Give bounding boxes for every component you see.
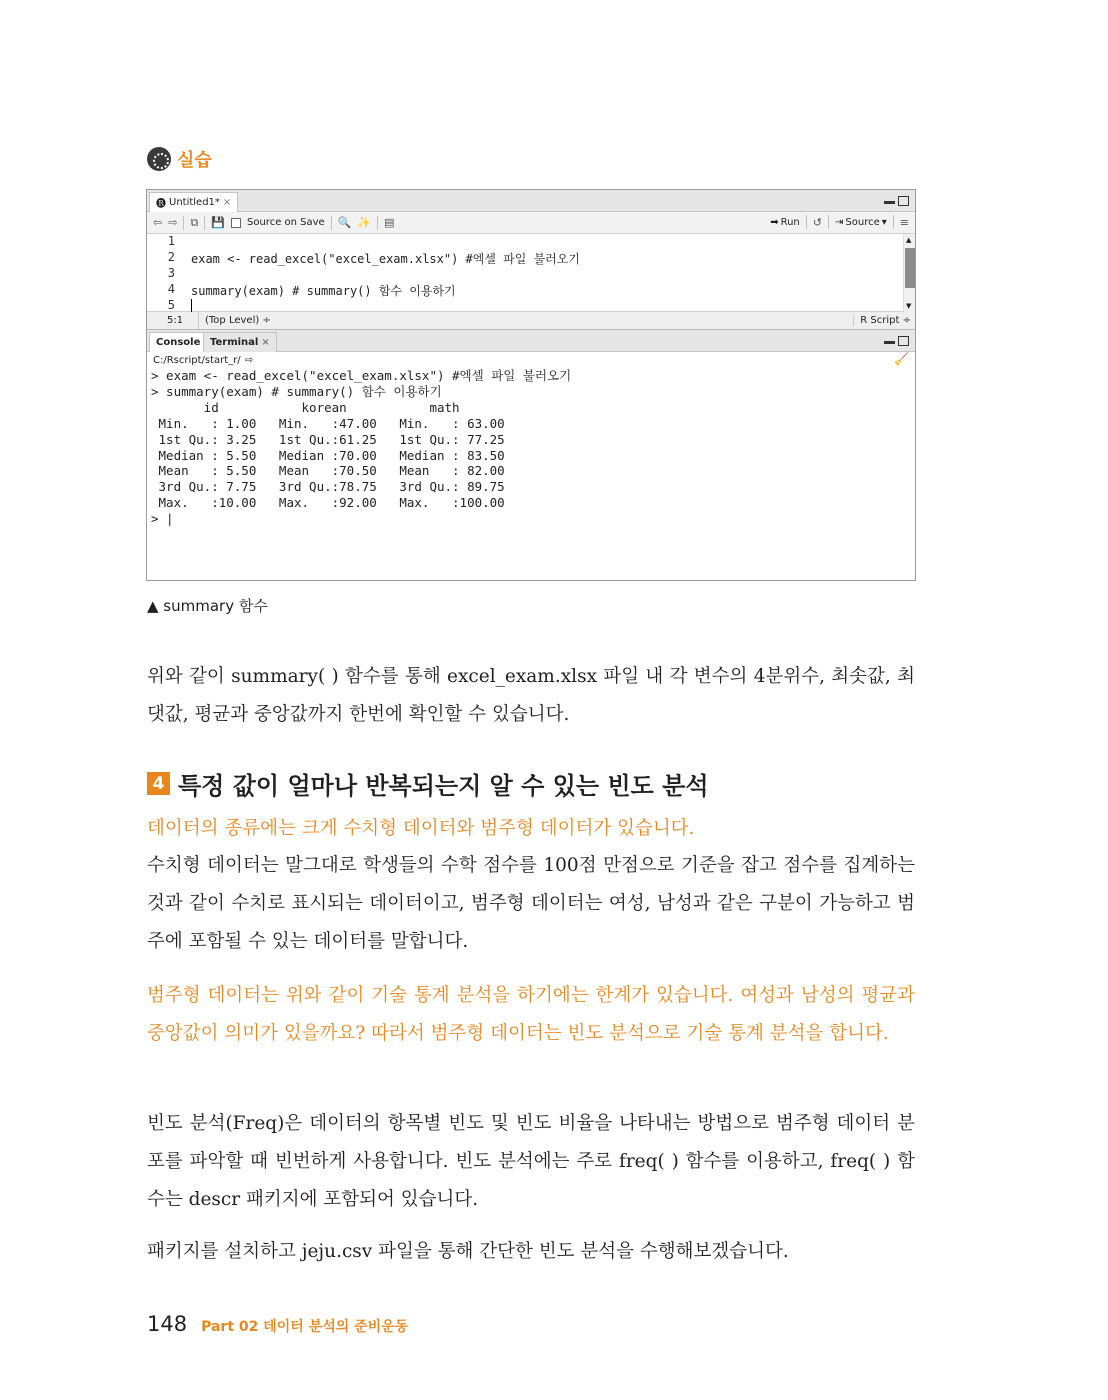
run-button[interactable] xyxy=(770,217,800,228)
paragraph-summary: 위와 같이 summary( ) 함수를 통해 excel_exam.xlsx 파일 내 각 변수의 4분위수, 최솟값, 최댓값, 평균과 중앙값까지 한번에 확인할 수 있습니다. xyxy=(147,666,915,725)
paragraph-freq: 빈도 분석(Freq)은 데이터의 항목별 빈도 및 빈도 비율을 나타내는 방법으로 범주형 데이터 분포를 파악할 때 빈번하게 사용합니다. 빈도 분석에는 주로 freq( ) 함수를 이용하고, freq( ) 함수는 descr 패키지에 포함되어 있습니다. xyxy=(147,1113,915,1210)
toolbar-divider xyxy=(828,215,829,229)
paragraph-numeric-categorical: 수치형 데이터는 말그대로 학생들의 수학 점수를 100점 만점으로 기준을 잡고 점수를 집계하는 것과 같이 수치로 표시되는 데이터이고, 범주형 데이터는 여성, 남성과 같은 구분이 가능하고 범주에 포함될 수 있는 데이터를 말합니다. xyxy=(147,855,915,952)
console-line: 1st Qu.: 3.25 1st Qu.:61.25 1st Qu.: 77.25 xyxy=(151,431,520,447)
editor-scrollbar[interactable] xyxy=(903,234,915,312)
text-cursor xyxy=(191,299,192,312)
minimize-icon[interactable] xyxy=(884,336,895,344)
rerun-icon[interactable]: ↺ xyxy=(812,215,822,229)
cursor-position: 5:1 xyxy=(147,312,199,329)
scope-level-select[interactable]: (Top Level) ÷ xyxy=(205,315,271,326)
terminal-tab-label: Terminal xyxy=(210,337,259,348)
search-icon[interactable]: 🔍 xyxy=(337,216,352,229)
rstudio-window xyxy=(146,189,916,581)
section-heading xyxy=(147,766,709,801)
editor-line xyxy=(147,250,580,266)
practice-label: 실습 xyxy=(177,150,212,171)
source-on-save-checkbox[interactable] xyxy=(231,218,241,228)
line-code xyxy=(177,266,191,282)
back-arrow-icon[interactable]: ⇦ xyxy=(153,216,163,229)
file-type-select[interactable]: R Script ÷ xyxy=(853,315,911,326)
section-title: 특정 값이 얼마나 반복되는지 알 수 있는 빈도 분석 xyxy=(178,772,709,800)
console-window-controls xyxy=(884,336,909,346)
line-code xyxy=(177,234,191,250)
part-title: Part 02 데이터 분석의 준비운동 xyxy=(201,1319,409,1335)
forward-arrow-icon[interactable]: ⇨ xyxy=(168,216,178,229)
tab-console[interactable] xyxy=(149,332,207,352)
source-button[interactable] xyxy=(835,217,887,228)
r-file-icon: 🅡 xyxy=(156,199,166,210)
source-arrow-icon: ⇥ xyxy=(835,216,844,228)
toolbar-divider xyxy=(806,215,807,229)
close-icon[interactable]: × xyxy=(222,197,232,208)
chevron-down-icon: ▾ xyxy=(881,216,887,228)
tab-terminal[interactable] xyxy=(203,332,277,352)
compile-report-icon[interactable]: ▤ xyxy=(384,216,395,229)
console-line: > summary(exam) # summary() 함수 이용하기 xyxy=(151,383,442,399)
save-icon[interactable]: 💾 xyxy=(211,216,225,229)
minimize-icon[interactable] xyxy=(884,196,895,204)
scroll-up-icon[interactable]: ▲ xyxy=(906,236,912,244)
source-label: Source xyxy=(845,216,880,228)
line-number: 4 xyxy=(167,282,175,296)
page-number: 148 xyxy=(147,1312,188,1336)
console-line: Median : 5.50 Median :70.00 Median : 83.50 xyxy=(151,447,520,463)
practice-header xyxy=(147,146,212,172)
editor-toolbar xyxy=(147,212,915,234)
console-path-bar xyxy=(147,352,915,368)
console-line: Max. :10.00 Max. :92.00 Max. :100.00 xyxy=(151,495,520,511)
line-number: 2 xyxy=(167,250,175,264)
line-number: 1 xyxy=(167,234,175,248)
section-number: 4 xyxy=(147,772,170,795)
editor-statusbar xyxy=(147,312,915,330)
console-line: Mean : 5.50 Mean :70.50 Mean : 82.00 xyxy=(151,463,520,479)
figure-caption: ▲ summary 함수 xyxy=(147,597,268,615)
line-code: summary(exam) # summary() 함수 이용하기 xyxy=(191,284,456,298)
paragraph-categorical-limit: 범주형 데이터는 위와 같이 기술 통계 분석을 하기에는 한계가 있습니다. 여성과 남성의 평균과 중앙값이 의미가 있을까요? 따라서 범주형 데이터는 빈도 분석으로 기술 통계 분석을 합니다. xyxy=(147,985,915,1044)
goto-directory-icon[interactable]: ⇨ xyxy=(244,354,254,366)
scroll-thumb[interactable] xyxy=(905,248,915,288)
paragraph-install: 패키지를 설치하고 jeju.csv 파일을 통해 간단한 빈도 분석을 수행해보겠습니다. xyxy=(147,1241,789,1262)
editor-line xyxy=(147,234,191,250)
magic-wand-icon[interactable]: ✨ xyxy=(357,216,372,229)
editor-line xyxy=(147,282,456,298)
console-tabbar xyxy=(147,330,915,352)
console-line: > exam <- read_excel("excel_exam.xlsx") #엑셀 파일 불러오기 xyxy=(151,368,572,383)
toolbar-divider xyxy=(893,215,894,229)
run-label: Run xyxy=(780,216,800,228)
console-line: Min. : 1.00 Min. :47.00 Min. : 63.00 xyxy=(151,415,520,431)
console-output[interactable] xyxy=(147,368,915,527)
toolbar-divider xyxy=(183,216,184,230)
working-directory: C:/Rscript/start_r/ xyxy=(153,354,241,366)
line-code: exam <- read_excel("excel_exam.xlsx") #엑셀 파일 불러오기 xyxy=(191,252,580,266)
toolbar-divider xyxy=(331,216,332,230)
toolbar-divider xyxy=(204,216,205,230)
console-tab-label: Console xyxy=(156,337,201,348)
code-editor[interactable] xyxy=(147,234,915,312)
clear-console-icon[interactable]: 🧹 xyxy=(894,352,909,366)
editor-window-controls xyxy=(884,196,909,206)
editor-tabbar xyxy=(147,190,915,212)
show-in-window-icon[interactable]: ⧉ xyxy=(190,215,199,229)
maximize-icon[interactable] xyxy=(898,336,909,346)
scroll-down-icon[interactable]: ▼ xyxy=(906,302,912,310)
paragraph-data-types: 데이터의 종류에는 크게 수치형 데이터와 범주형 데이터가 있습니다. xyxy=(147,818,695,839)
run-arrow-icon: ➡ xyxy=(770,216,779,228)
line-number: 3 xyxy=(167,266,175,280)
source-on-save-label: Source on Save xyxy=(247,217,325,228)
close-icon[interactable]: × xyxy=(261,337,270,348)
editor-tab-label: Untitled1* xyxy=(169,197,220,208)
page-footer xyxy=(147,1312,408,1336)
console-line: id korean math xyxy=(151,399,513,415)
line-number: 5 xyxy=(167,298,175,312)
outline-icon[interactable]: ≡ xyxy=(899,215,909,229)
console-prompt: > | xyxy=(151,511,174,527)
tab-untitled1[interactable] xyxy=(149,192,238,212)
toolbar-divider xyxy=(377,216,378,230)
console-line: 3rd Qu.: 7.75 3rd Qu.:78.75 3rd Qu.: 89.75 xyxy=(151,479,520,495)
maximize-icon[interactable] xyxy=(898,196,909,206)
editor-line xyxy=(147,266,191,282)
practice-icon xyxy=(147,147,171,171)
